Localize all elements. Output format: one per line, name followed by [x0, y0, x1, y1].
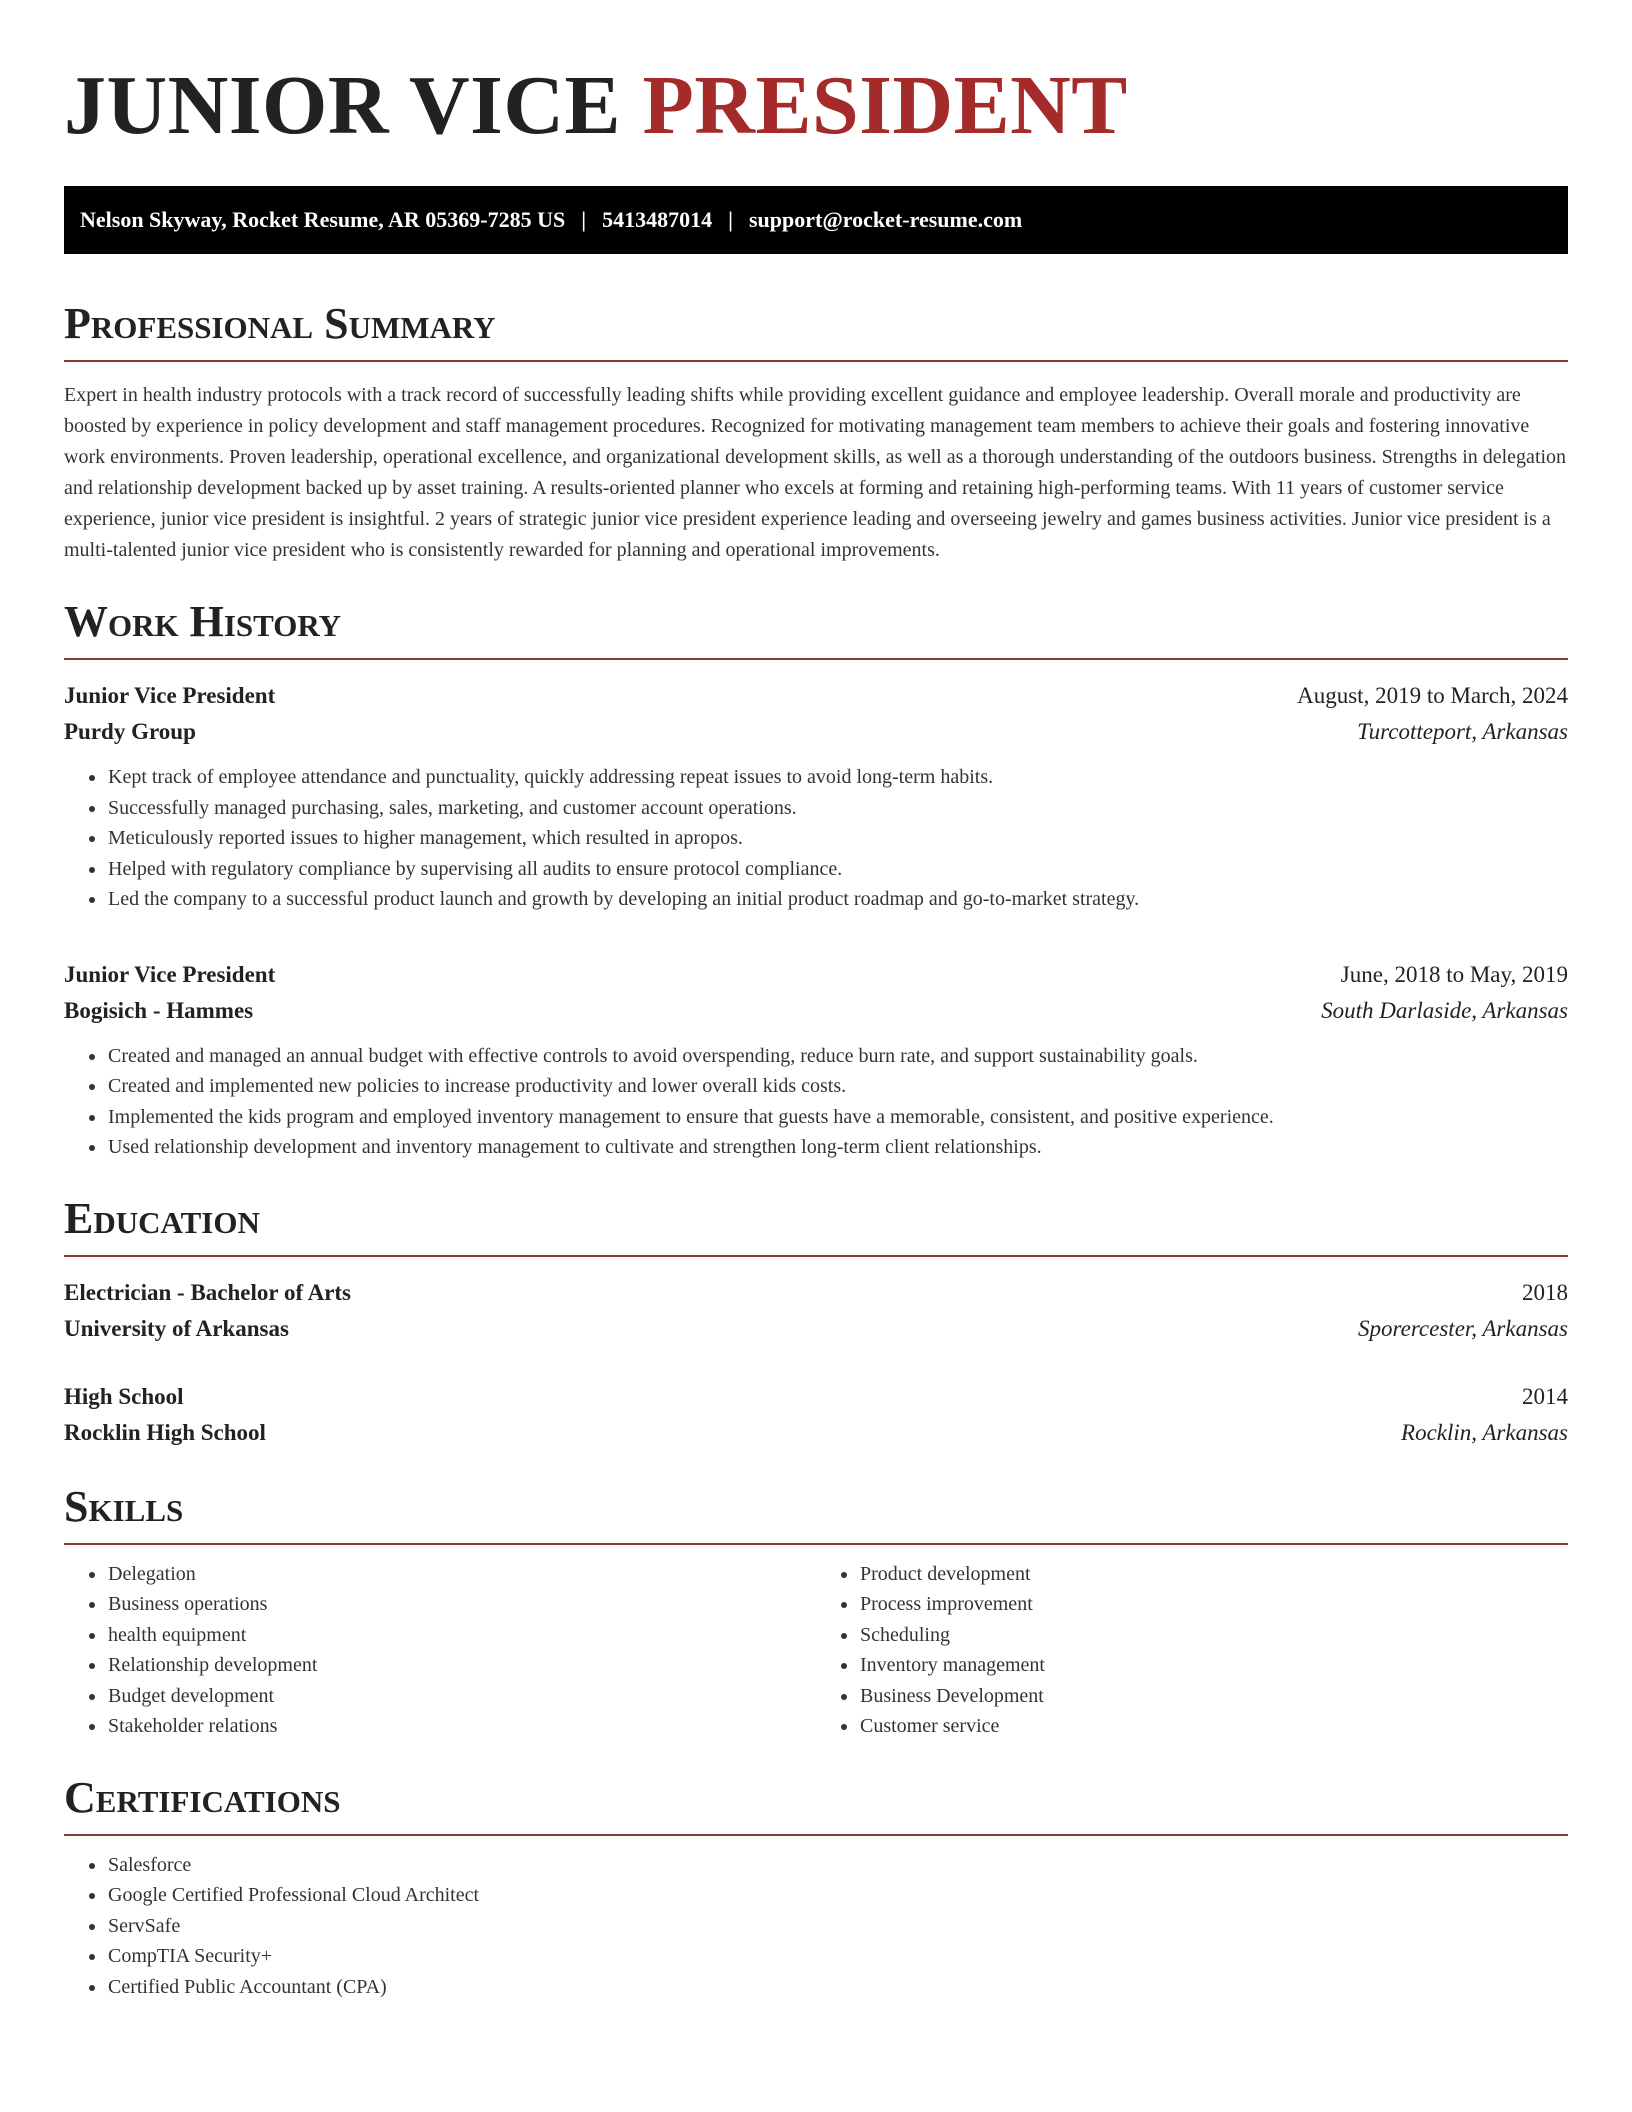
- summary-section: [64, 298, 1568, 566]
- certification-item: • CompTIA Security+: [107, 1941, 1568, 1972]
- education-school: Rocklin High School: [64, 1419, 266, 1445]
- skills-heading: Skills: [64, 1481, 1568, 1545]
- contact-address: Nelson Skyway, Rocket Resume, AR 05369-7285 US: [80, 207, 566, 232]
- skill-item: • Relationship development: [107, 1650, 816, 1681]
- education-heading: Education: [64, 1193, 1568, 1257]
- job-title: Junior Vice President: [64, 961, 276, 987]
- work-history-section: [64, 596, 1568, 1163]
- job-bullets: [64, 762, 1568, 915]
- certifications-list: [64, 1850, 1568, 2003]
- skill-item: • Stakeholder relations: [107, 1711, 816, 1742]
- education-section: [64, 1193, 1568, 1451]
- job-location: South Darlaside, Arkansas: [1321, 997, 1568, 1023]
- skills-grid: [64, 1559, 1568, 1742]
- job-bullet: • Created and implemented new policies to increase productivity and lower overall kids costs.: [107, 1071, 1568, 1102]
- resume-title: [64, 58, 1568, 154]
- job-bullets: [64, 1041, 1568, 1163]
- education-location: Rocklin, Arkansas: [1401, 1419, 1568, 1445]
- summary-heading: Professional Summary: [64, 298, 1568, 362]
- title-part-2: PRESIDENT: [642, 59, 1128, 152]
- contact-separator: |: [581, 207, 587, 232]
- skill-item: • health equipment: [107, 1620, 816, 1651]
- summary-text: Expert in health industry protocols with a track record of successfully leading shifts while providing excellent guidance and employee leadership. Overall morale and productivity are boosted by experience in policy development and staff management procedures. Recognized for motivating management team members to achieve their goals and fostering innovative work environments. Proven leadership, operational excellence, and organizational development skills, as well as a thorough understanding of the outdoors business. Strengths in delegation and relationship development backed up by asset training. A results-oriented planner who excels at forming and retaining high-performing teams. With 11 years of customer service experience, junior vice president is insightful. 2 years of strategic junior vice president experience leading and overseeing jewelry and games business activities. Junior vice president is a multi-talented junior vice president who is consistently rewarded for planning and operational improvements.: [64, 384, 1567, 561]
- education-location: Sporercester, Arkansas: [1358, 1315, 1568, 1341]
- education-entry: [64, 1275, 1568, 1347]
- skill-item: • Budget development: [107, 1681, 816, 1712]
- job-bullet: • Kept track of employee attendance and punctuality, quickly addressing repeat issues to avoid long-term habits.: [107, 762, 1568, 793]
- education-school-row: [64, 1415, 1568, 1451]
- job-bullet: • Led the company to a successful product launch and growth by developing an initial product roadmap and go-to-market strategy.: [107, 884, 1568, 915]
- job-bullet: • Meticulously reported issues to higher management, which resulted in apropos.: [107, 823, 1568, 854]
- education-degree: High School: [64, 1383, 184, 1409]
- education-degree-row: [64, 1275, 1568, 1311]
- job-company: Purdy Group: [64, 719, 196, 744]
- contact-separator: |: [728, 207, 733, 232]
- education-year: 2018: [1522, 1279, 1568, 1305]
- contact-bar: [64, 186, 1568, 254]
- certification-item: • Certified Public Accountant (CPA): [107, 1972, 1568, 2003]
- job-entry: [64, 678, 1568, 915]
- job-bullet: • Used relationship development and inventory management to cultivate and strengthen long-term client relationships.: [107, 1132, 1568, 1163]
- skill-item: • Business operations: [107, 1589, 816, 1620]
- skill-item: • Product development: [859, 1559, 1568, 1590]
- work-history-heading: Work History: [64, 596, 1568, 660]
- job-header-row: [64, 957, 1568, 993]
- education-degree: Electrician - Bachelor of Arts: [64, 1279, 352, 1305]
- certification-item: • Salesforce: [107, 1850, 1568, 1881]
- education-entry: [64, 1379, 1568, 1451]
- skill-item: • Business Development: [859, 1681, 1568, 1712]
- job-bullet: • Implemented the kids program and employed inventory management to ensure that guests have a memorable, consistent, and positive experience.: [107, 1102, 1568, 1133]
- job-entry: [64, 957, 1568, 1163]
- job-company: Bogisich - Hammes: [64, 997, 254, 1023]
- job-title: Junior Vice President: [64, 683, 276, 708]
- certifications-section: [64, 1772, 1568, 2003]
- job-company-row: [64, 993, 1568, 1029]
- job-header-row: [64, 678, 1568, 714]
- skill-item: • Scheduling: [859, 1620, 1568, 1651]
- skills-section: [64, 1481, 1568, 1742]
- job-bullet: • Helped with regulatory compliance by supervising all audits to ensure protocol compliance.: [107, 854, 1568, 885]
- job-dates: June, 2018 to May, 2019: [1340, 961, 1568, 987]
- skill-item: • Delegation: [107, 1559, 816, 1590]
- skills-list-right: [816, 1559, 1568, 1742]
- skills-list-left: [64, 1559, 816, 1742]
- education-school: University of Arkansas: [64, 1315, 289, 1341]
- certifications-heading: Certifications: [64, 1772, 1568, 1836]
- skill-item: • Customer service: [859, 1711, 1568, 1742]
- job-dates: August, 2019 to March, 2024: [1297, 683, 1568, 708]
- title-part-1: JUNIOR VICE: [64, 59, 622, 152]
- certification-item: • Google Certified Professional Cloud Architect: [107, 1880, 1568, 1911]
- education-school-row: [64, 1311, 1568, 1347]
- education-degree-row: [64, 1379, 1568, 1415]
- job-company-row: [64, 714, 1568, 750]
- job-bullet: • Created and managed an annual budget with effective controls to avoid overspending, reduce burn rate, and support sustainability goals.: [107, 1041, 1568, 1072]
- education-year: 2014: [1522, 1383, 1568, 1409]
- certification-item: • ServSafe: [107, 1911, 1568, 1942]
- skill-item: • Process improvement: [859, 1589, 1568, 1620]
- skill-item: • Inventory management: [859, 1650, 1568, 1681]
- contact-phone: 5413487014: [602, 207, 713, 232]
- contact-email: support@rocket-resume.com: [748, 207, 1023, 232]
- job-bullet: • Successfully managed purchasing, sales, marketing, and customer account operations.: [107, 793, 1568, 824]
- job-location: Turcotteport, Arkansas: [1357, 719, 1568, 744]
